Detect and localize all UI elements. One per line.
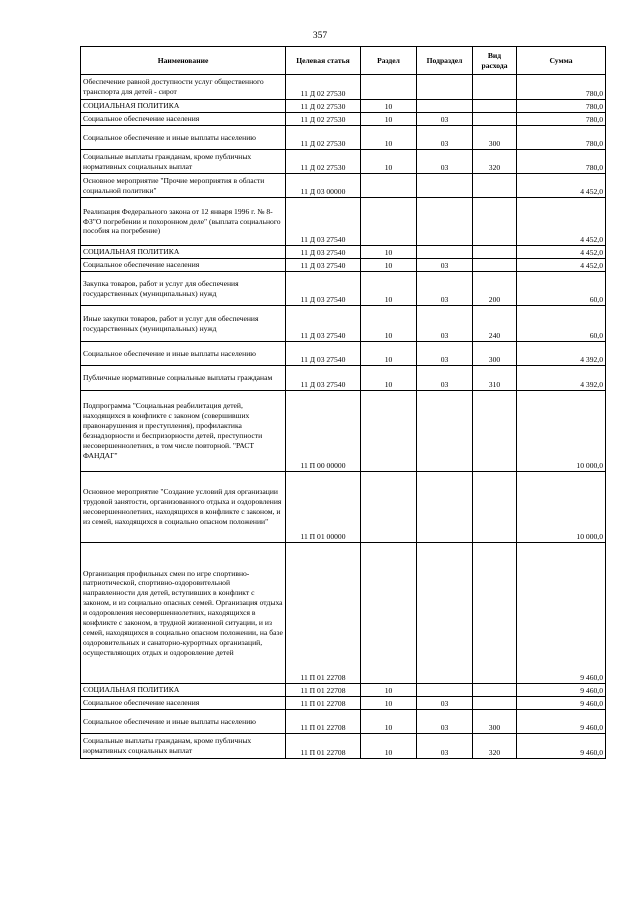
cell-target: 11 Д 02 27530 (286, 150, 361, 174)
cell-expense-type: 200 (473, 272, 517, 306)
cell-expense-type (473, 543, 517, 684)
cell-subsection (417, 100, 473, 113)
cell-sum: 780,0 (517, 126, 606, 150)
cell-subsection (417, 75, 473, 100)
cell-section (361, 174, 417, 198)
table-row (81, 734, 606, 759)
cell-sum: 10 000,0 (517, 472, 606, 543)
cell-target: 11 Д 02 27530 (286, 100, 361, 113)
cell-section: 10 (361, 150, 417, 174)
cell-target: 11 П 01 22708 (286, 710, 361, 734)
cell-subsection: 03 (417, 697, 473, 710)
table-row (81, 272, 606, 306)
cell-subsection: 03 (417, 259, 473, 272)
cell-name: Организация профильных смен по игре спортивно-патриотической, спортивно-оздоровительной направленности для детей, вступивших в конфликт с законом, и из социально опасных семей. Организация отдыха и оздоровления несовершеннолетних, находящихся в конфликте с законом, в трудной жизненной ситуации, и из семей, находящихся в социально опасном положении, на базе оздоровительных и санаторно-курортных организаций, осуществляющих отдых и оздоровление детей (81, 543, 286, 684)
cell-expense-type (473, 198, 517, 246)
cell-section: 10 (361, 684, 417, 697)
cell-sum: 780,0 (517, 113, 606, 126)
cell-subsection (417, 684, 473, 697)
cell-sum: 4 452,0 (517, 246, 606, 259)
cell-expense-type: 320 (473, 734, 517, 759)
cell-subsection: 03 (417, 126, 473, 150)
cell-subsection: 03 (417, 113, 473, 126)
cell-target: 11 П 01 00000 (286, 472, 361, 543)
cell-name: Публичные нормативные социальные выплаты гражданам (81, 366, 286, 391)
header-name: Наименование (81, 47, 286, 75)
table-row (81, 246, 606, 259)
cell-name: Обеспечение равной доступности услуг общественного транспорта для детей - сирот (81, 75, 286, 100)
cell-sum: 780,0 (517, 75, 606, 100)
cell-target: 11 Д 03 27540 (286, 366, 361, 391)
header-sum: Сумма (517, 47, 606, 75)
cell-expense-type (473, 391, 517, 472)
table-row (81, 366, 606, 391)
cell-expense-type (473, 259, 517, 272)
cell-target: 11 Д 02 27530 (286, 113, 361, 126)
header-section: Раздел (361, 47, 417, 75)
cell-subsection: 03 (417, 734, 473, 759)
cell-target: 11 П 01 22708 (286, 697, 361, 710)
cell-name: Подпрограмма "Социальная реабилитация детей, находящихся в конфликте с законом (совершивших правонарушения и преступления), профилактика безнадзорности и беспризорности детей, преступности несовершеннолетних, в том числе повторной. "РАСТ ФАНДАГ" (81, 391, 286, 472)
cell-name: СОЦИАЛЬНАЯ ПОЛИТИКА (81, 684, 286, 697)
cell-sum: 9 460,0 (517, 684, 606, 697)
cell-name: Социальное обеспечение и иные выплаты населению (81, 710, 286, 734)
cell-subsection: 03 (417, 710, 473, 734)
cell-sum: 60,0 (517, 272, 606, 306)
cell-expense-type: 300 (473, 126, 517, 150)
cell-expense-type (473, 75, 517, 100)
cell-sum: 4 452,0 (517, 174, 606, 198)
cell-sum: 9 460,0 (517, 697, 606, 710)
cell-expense-type: 300 (473, 342, 517, 366)
cell-section (361, 391, 417, 472)
table-row (81, 391, 606, 472)
cell-section: 10 (361, 366, 417, 391)
cell-subsection (417, 543, 473, 684)
cell-target: 11 Д 03 00000 (286, 174, 361, 198)
cell-section (361, 198, 417, 246)
table-row (81, 684, 606, 697)
header-target: Целевая статья (286, 47, 361, 75)
budget-table (80, 46, 606, 759)
cell-section (361, 543, 417, 684)
cell-section: 10 (361, 126, 417, 150)
cell-section: 10 (361, 113, 417, 126)
cell-section: 10 (361, 342, 417, 366)
cell-name: Социальное обеспечение населения (81, 259, 286, 272)
cell-subsection (417, 391, 473, 472)
table-row (81, 100, 606, 113)
cell-subsection: 03 (417, 366, 473, 391)
cell-target: 11 Д 03 27540 (286, 198, 361, 246)
cell-expense-type (473, 246, 517, 259)
cell-subsection (417, 246, 473, 259)
cell-sum: 9 460,0 (517, 734, 606, 759)
cell-sum: 780,0 (517, 150, 606, 174)
cell-target: 11 П 01 22708 (286, 734, 361, 759)
table-row (81, 697, 606, 710)
cell-section: 10 (361, 734, 417, 759)
table-header-row (81, 47, 606, 75)
cell-subsection: 03 (417, 150, 473, 174)
cell-expense-type (473, 697, 517, 710)
table-row (81, 126, 606, 150)
cell-section (361, 472, 417, 543)
table-row (81, 259, 606, 272)
page-number: 357 (312, 31, 328, 41)
cell-expense-type: 320 (473, 150, 517, 174)
cell-target: 11 П 01 22708 (286, 543, 361, 684)
cell-section: 10 (361, 246, 417, 259)
table-row (81, 150, 606, 174)
cell-sum: 4 452,0 (517, 198, 606, 246)
cell-expense-type (473, 113, 517, 126)
cell-section: 10 (361, 272, 417, 306)
cell-target: 11 Д 03 27540 (286, 342, 361, 366)
table-row (81, 342, 606, 366)
cell-section (361, 75, 417, 100)
cell-section: 10 (361, 100, 417, 113)
cell-name: Иные закупки товаров, работ и услуг для обеспечения государственных (муниципальных) нужд (81, 306, 286, 342)
header-subsection: Подраздел (417, 47, 473, 75)
table-row (81, 472, 606, 543)
cell-sum: 10 000,0 (517, 391, 606, 472)
cell-name: Основное мероприятие "Создание условий для организации трудовой занятости, организованного отдыха и оздоровления несовершеннолетних, находящихся в конфликте с законом, и из семей, находящихся в социально опасном положении" (81, 472, 286, 543)
table-row (81, 710, 606, 734)
cell-name: Социальные выплаты гражданам, кроме публичных нормативных социальных выплат (81, 734, 286, 759)
cell-subsection (417, 174, 473, 198)
cell-name: Социальное обеспечение населения (81, 113, 286, 126)
cell-section: 10 (361, 710, 417, 734)
cell-expense-type: 300 (473, 710, 517, 734)
cell-name: Закупка товаров, работ и услуг для обеспечения государственных (муниципальных) нужд (81, 272, 286, 306)
cell-target: 11 Д 03 27540 (286, 259, 361, 272)
cell-section: 10 (361, 697, 417, 710)
cell-subsection: 03 (417, 342, 473, 366)
table-row (81, 75, 606, 100)
table-row (81, 306, 606, 342)
cell-name: Социальное обеспечение населения (81, 697, 286, 710)
cell-sum: 4 452,0 (517, 259, 606, 272)
cell-target: 11 Д 02 27530 (286, 126, 361, 150)
cell-name: Социальное обеспечение и иные выплаты населению (81, 126, 286, 150)
cell-name: Основное мероприятие "Прочие мероприятия в области социальной политики" (81, 174, 286, 198)
table-row (81, 174, 606, 198)
table-row (81, 543, 606, 684)
cell-sum: 9 460,0 (517, 543, 606, 684)
cell-subsection (417, 198, 473, 246)
cell-sum: 780,0 (517, 100, 606, 113)
cell-target: 11 П 01 22708 (286, 684, 361, 697)
cell-expense-type (473, 100, 517, 113)
cell-expense-type (473, 174, 517, 198)
header-expense-type: Вид расхода (473, 47, 517, 75)
cell-expense-type: 240 (473, 306, 517, 342)
cell-subsection: 03 (417, 272, 473, 306)
cell-expense-type (473, 684, 517, 697)
cell-expense-type: 310 (473, 366, 517, 391)
cell-target: 11 Д 02 27530 (286, 75, 361, 100)
table-row (81, 198, 606, 246)
cell-subsection: 03 (417, 306, 473, 342)
cell-section: 10 (361, 259, 417, 272)
cell-name: Реализация Федерального закона от 12 января 1996 г. № 8-ФЗ"О погребении и похоронном деле" (выплата социального пособия на погребение) (81, 198, 286, 246)
table-row (81, 113, 606, 126)
cell-target: 11 Д 03 27540 (286, 246, 361, 259)
cell-name: СОЦИАЛЬНАЯ ПОЛИТИКА (81, 246, 286, 259)
cell-name: СОЦИАЛЬНАЯ ПОЛИТИКА (81, 100, 286, 113)
cell-target: 11 П 00 00000 (286, 391, 361, 472)
cell-name: Социальные выплаты гражданам, кроме публичных нормативных социальных выплат (81, 150, 286, 174)
cell-expense-type (473, 472, 517, 543)
cell-target: 11 Д 03 27540 (286, 306, 361, 342)
cell-target: 11 Д 03 27540 (286, 272, 361, 306)
cell-sum: 4 392,0 (517, 366, 606, 391)
cell-sum: 9 460,0 (517, 710, 606, 734)
cell-section: 10 (361, 306, 417, 342)
cell-sum: 60,0 (517, 306, 606, 342)
cell-name: Социальное обеспечение и иные выплаты населению (81, 342, 286, 366)
cell-sum: 4 392,0 (517, 342, 606, 366)
cell-subsection (417, 472, 473, 543)
